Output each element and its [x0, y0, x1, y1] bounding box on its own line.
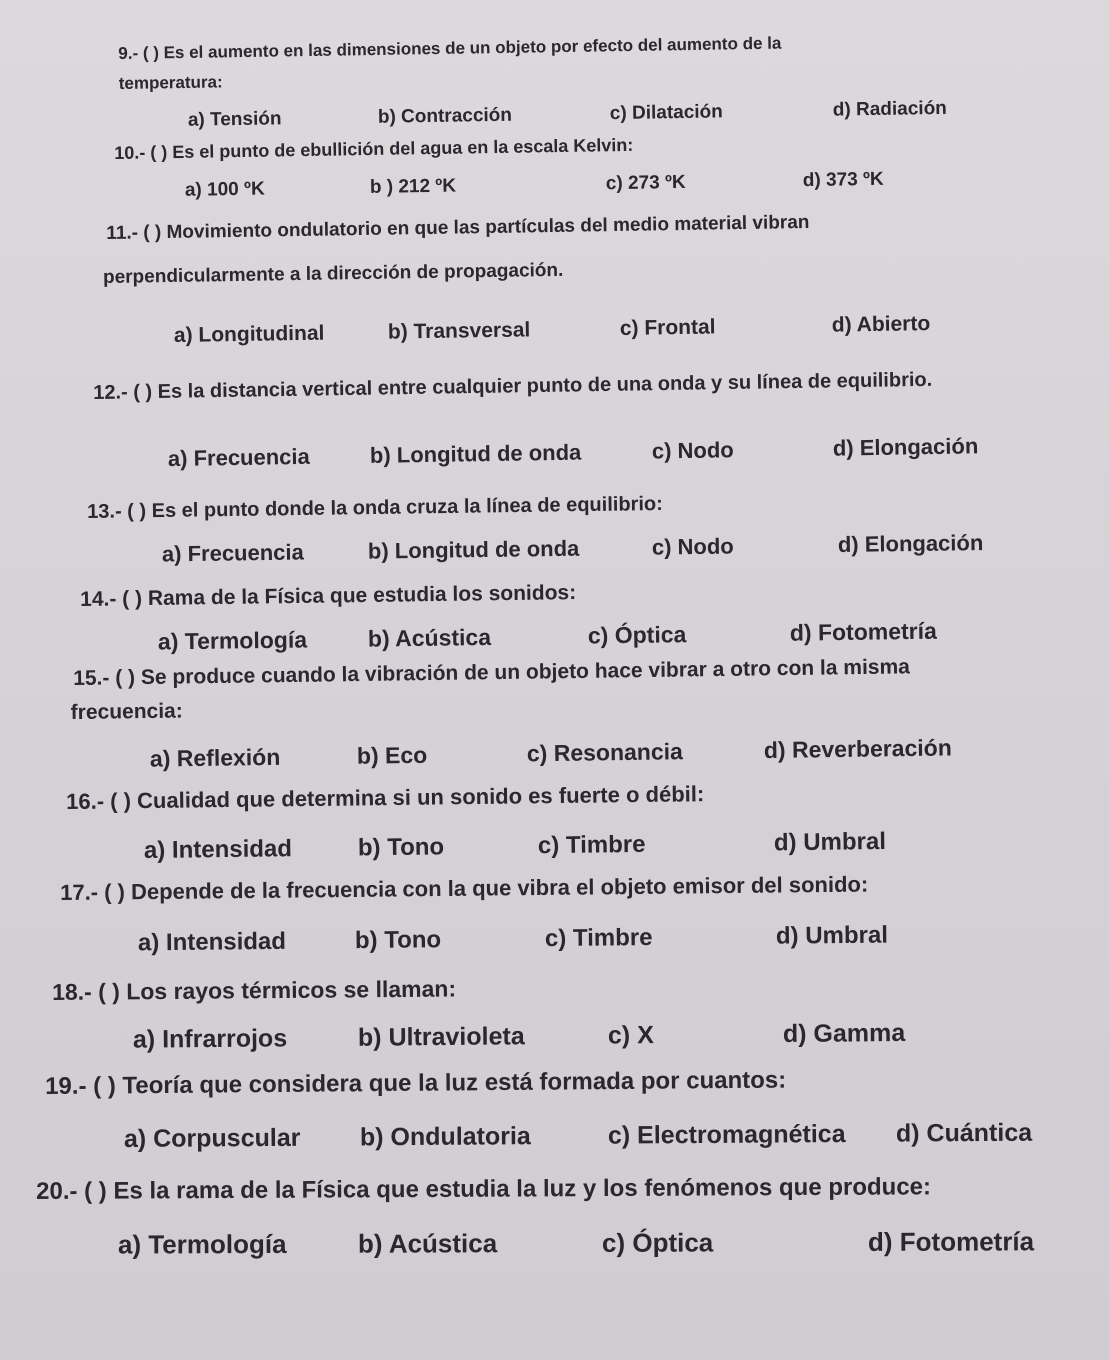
question-18-option-d[interactable]: d) Gamma — [782, 1018, 906, 1049]
question-15-line-2: frecuencia: — [70, 699, 183, 725]
question-18 — [52, 972, 456, 1008]
question-13-option-c[interactable]: c) Nodo — [651, 533, 734, 560]
question-16-options — [0, 825, 1109, 879]
question-9 — [118, 24, 782, 104]
question-10-option-a[interactable]: a) 100 ºK — [184, 178, 265, 201]
question-13-option-b[interactable]: b) Longitud de onda — [367, 535, 580, 564]
question-19-options — [0, 1118, 1109, 1166]
question-12-line-1: 12.- ( ) Es la distancia vertical entre cualquier punto de una onda y su línea de equilibrio. — [93, 368, 933, 404]
question-11-option-a[interactable]: a) Longitudinal — [173, 321, 325, 347]
question-14-option-a[interactable]: a) Termología — [157, 626, 308, 655]
question-15-option-c[interactable]: c) Resonancia — [526, 738, 684, 767]
question-18-option-c[interactable]: c) X — [607, 1021, 654, 1050]
question-20-option-a[interactable]: a) Termología — [117, 1228, 287, 1260]
question-9-option-a[interactable]: a) Tensión — [187, 108, 282, 131]
question-12-option-c[interactable]: c) Nodo — [651, 437, 734, 464]
question-14-option-d[interactable]: d) Fotometría — [789, 617, 937, 646]
question-19-line-1: 19.- ( ) Teoría que considera que la luz está formada por cuantos: — [45, 1066, 787, 1100]
question-19-option-a[interactable]: a) Corpuscular — [123, 1123, 301, 1154]
question-12-option-d[interactable]: d) Elongación — [832, 433, 979, 461]
question-14-option-b[interactable]: b) Acústica — [367, 623, 492, 652]
question-16-line-1: 16.- ( ) Cualidad que determina si un sonido es fuerte o débil: — [66, 781, 705, 814]
question-10-option-c[interactable]: c) 273 ºK — [605, 171, 686, 195]
question-12-option-b[interactable]: b) Longitud de onda — [369, 439, 582, 468]
question-9-line-1: 9.- ( ) Es el aumento en las dimensiones de un objeto por efecto del aumento de la — [118, 33, 782, 63]
question-11-line-2: perpendicularmente a la dirección de propagación. — [102, 259, 564, 289]
question-11-option-d[interactable]: d) Abierto — [831, 312, 931, 337]
question-16-option-d[interactable]: d) Umbral — [773, 827, 887, 857]
question-17-option-a[interactable]: a) Intensidad — [137, 927, 287, 957]
question-11-option-b[interactable]: b) Transversal — [387, 318, 531, 344]
question-19 — [45, 1065, 786, 1103]
question-14 — [80, 578, 576, 615]
question-12 — [93, 365, 932, 408]
question-20-option-b[interactable]: b) Acústica — [357, 1228, 498, 1259]
question-18-option-b[interactable]: b) Ultravioleta — [357, 1022, 525, 1052]
question-15-option-b[interactable]: b) Eco — [356, 741, 428, 769]
question-9-option-b[interactable]: b) Contracción — [377, 104, 513, 128]
question-11-option-c[interactable]: c) Frontal — [619, 315, 716, 340]
question-13-line-1: 13.- ( ) Es el punto donde la onda cruza la línea de equilibrio: — [87, 492, 663, 523]
question-16-option-c[interactable]: c) Timbre — [537, 830, 646, 860]
question-16 — [66, 779, 704, 817]
question-10-option-b[interactable]: b ) 212 ºK — [369, 175, 457, 198]
question-17-options — [0, 919, 1109, 971]
question-15 — [70, 650, 911, 730]
question-10-line-1: 10.- ( ) Es el punto de ebullición del agua en la escala Kelvin: — [114, 134, 634, 163]
question-10-option-d[interactable]: d) 373 ºK — [802, 168, 884, 192]
question-20-option-c[interactable]: c) Óptica — [601, 1227, 714, 1258]
question-20-option-d[interactable]: d) Fotometría — [867, 1226, 1035, 1257]
question-17-option-c[interactable]: c) Timbre — [544, 923, 653, 953]
question-17-option-b[interactable]: b) Tono — [354, 926, 442, 955]
question-14-option-c[interactable]: c) Óptica — [587, 621, 687, 649]
question-11-options — [0, 309, 1109, 366]
question-13-options — [0, 528, 1109, 583]
question-15-option-d[interactable]: d) Reverberación — [763, 734, 952, 764]
question-18-line-1: 18.- ( ) Los rayos térmicos se llaman: — [52, 975, 457, 1005]
question-11 — [102, 201, 810, 300]
question-16-option-b[interactable]: b) Tono — [357, 833, 445, 862]
question-13 — [87, 489, 663, 527]
question-15-option-a[interactable]: a) Reflexión — [149, 743, 281, 772]
question-16-option-a[interactable]: a) Intensidad — [143, 835, 293, 865]
question-12-options — [0, 431, 1109, 488]
question-11-line-1: 11.- ( ) Movimiento ondulatorio en que las partículas del medio material vibran — [106, 211, 810, 244]
question-20-line-1: 20.- ( ) Es la rama de la Física que estudia la luz y los fenómenos que produce: — [36, 1173, 932, 1205]
question-17-option-d[interactable]: d) Umbral — [775, 921, 889, 950]
question-9-line-2: temperatura: — [118, 72, 223, 93]
question-18-option-a[interactable]: a) Infrarrojos — [132, 1024, 288, 1054]
question-12-option-a[interactable]: a) Frecuencia — [167, 443, 310, 472]
question-19-option-c[interactable]: c) Electromagnética — [607, 1119, 846, 1150]
question-18-options — [0, 1017, 1109, 1067]
question-15-options — [0, 732, 1109, 787]
question-15-line-1: 15.- ( ) Se produce cuando la vibración de un objeto hace vibrar a otro con la misma — [73, 655, 911, 690]
question-19-option-d[interactable]: d) Cuántica — [895, 1118, 1033, 1148]
question-13-option-a[interactable]: a) Frecuencia — [161, 539, 304, 567]
question-20-options — [0, 1226, 1109, 1270]
question-14-line-1: 14.- ( ) Rama de la Física que estudia los sonidos: — [80, 581, 577, 611]
question-13-option-d[interactable]: d) Elongación — [837, 530, 984, 558]
question-9-option-d[interactable]: d) Radiación — [832, 97, 947, 121]
question-17-line-1: 17.- ( ) Depende de la frecuencia con la que vibra el objeto emisor del sonido: — [60, 871, 869, 905]
question-20 — [36, 1171, 931, 1208]
question-19-option-b[interactable]: b) Ondulatoria — [359, 1122, 531, 1152]
question-9-option-c[interactable]: c) Dilatación — [609, 101, 723, 125]
